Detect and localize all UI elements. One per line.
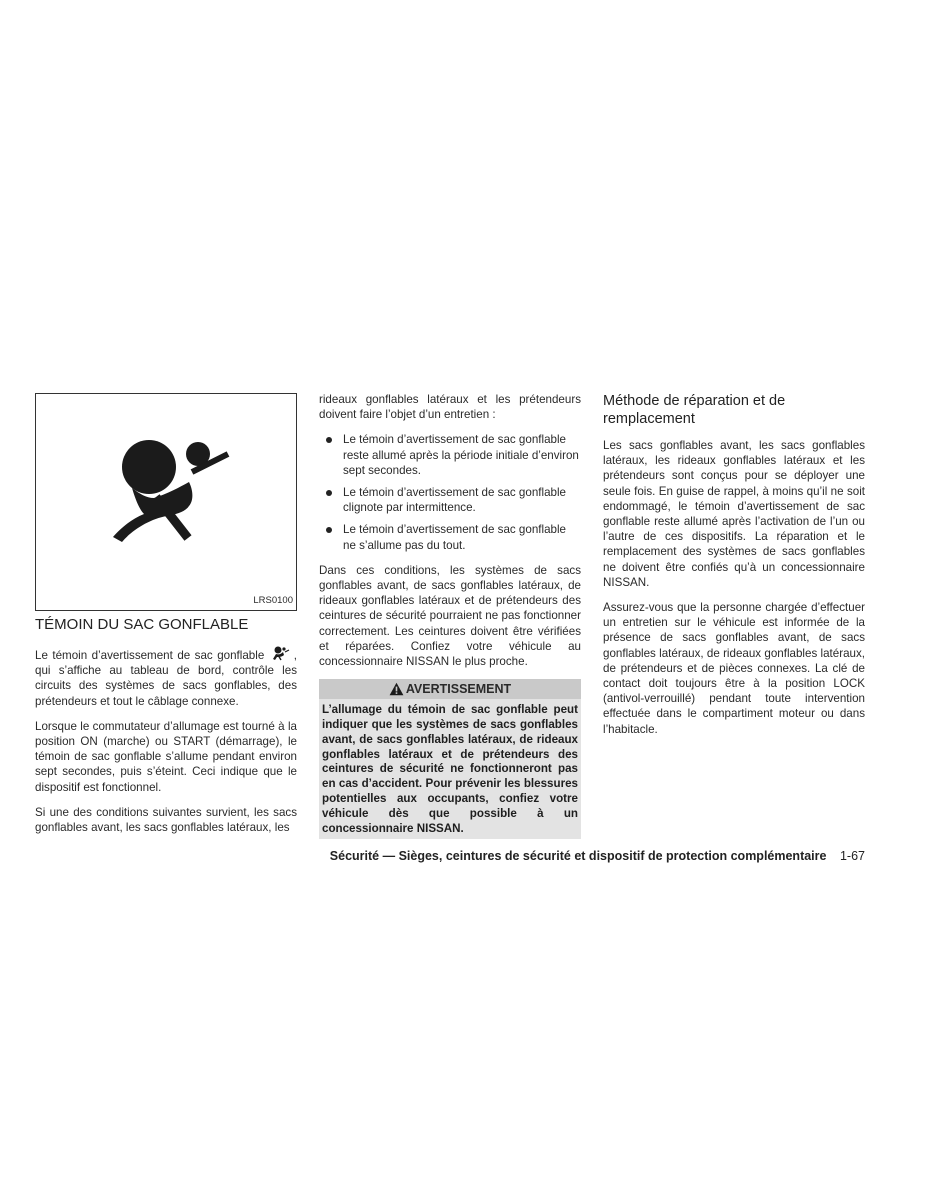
- page-footer: [330, 849, 865, 863]
- paragraph-service-info: Assurez-vous que la personne chargée d’effectuer un entretien sur le véhicule est informée de la présence de sacs gonflables avant, de sacs gonflables latéraux, de rideaux gonflables latéraux, de prétendeurs et de pièces connexes. La clé de contact doit toujours être à la position LOCK (antivol-verrouillé) pendant toute intervention effectuée dans le compartiment moteur ou dans l’habitacle.: [603, 601, 865, 736]
- bullet-icon: [326, 490, 332, 496]
- warning-title: AVERTISSEMENT: [405, 682, 512, 697]
- column-3: [603, 392, 865, 747]
- condition-list: [319, 432, 581, 552]
- column-2: [319, 392, 581, 839]
- paragraph-conditions-lead: Si une des conditions suivantes survient, les sacs gonflables avant, les sacs gonflables latéraux, les: [35, 805, 297, 835]
- bullet-icon: [326, 527, 332, 533]
- list-item: [319, 485, 581, 515]
- list-item: [319, 432, 581, 478]
- paragraph-text: , qui s’affiche au tableau de bord, contrôle les circuits des systèmes de sacs gonflables, des prétendeurs et tout le câblage connexe.: [35, 649, 297, 708]
- list-item-text: Le témoin d’avertissement de sac gonflable ne s’allume pas du tout.: [343, 523, 566, 552]
- warning-header: [319, 679, 581, 699]
- paragraph-repair: Les sacs gonflables avant, les sacs gonflables latéraux, les rideaux gonflables latéraux et les prétendeurs sont conçus pour se déployer une seule fois. En guise de rappel, à moins qu’il ne soit endommagé, le témoin d’avertissement de sac gonflable reste allumé après l’activation de l’un ou l’autre de ces dispositifs. La réparation et le remplacement des systèmes de sacs gonflables ne doivent être confiés qu’à un concessionnaire NISSAN.: [603, 439, 865, 589]
- list-item-text: Le témoin d’avertissement de sac gonflable clignote par intermittence.: [343, 486, 566, 515]
- airbag-warning-icon: [36, 394, 296, 610]
- warning-triangle-icon: [389, 682, 404, 696]
- paragraph-service-needed: rideaux gonflables latéraux et les prétendeurs doivent faire l’objet d’un entretien :: [319, 393, 581, 422]
- paragraph-conditions-result: Dans ces conditions, les systèmes de sacs gonflables avant, de sacs gonflables latéraux, de rideaux gonflables latéraux et de prétendeurs des ceintures de sécurité pourraient ne pas fonctionner correctement. Les ceintures doivent être vérifiées et réparées. Confiez votre véhicule au concessionnaire NISSAN le plus proche.: [319, 563, 581, 669]
- section-heading-repair: Méthode de réparation et de remplacement: [603, 393, 786, 427]
- column-1: [35, 392, 297, 845]
- warning-box: [319, 679, 581, 839]
- list-item: [319, 522, 581, 552]
- paragraph-text: Le témoin d’avertissement de sac gonflable: [35, 649, 265, 662]
- bullet-icon: [326, 437, 332, 443]
- paragraph-airbag-light-intro: [35, 646, 297, 709]
- airbag-inline-icon: [272, 646, 290, 661]
- paragraph-ignition: Lorsque le commutateur d’allumage est tourné à la position ON (marche) ou START (démarrage), le témoin de sac gonflable s’allume pendant environ sept secondes, puis s’éteint. Ceci indique que le dispositif est fonctionnel.: [35, 719, 297, 794]
- warning-text: L’allumage du témoin de sac gonflable peut indiquer que les systèmes de sacs gonflables avant, de sacs gonflables latéraux, de rideaux gonflables latéraux et de prétendeurs des ceintures de sécurité ne fonctionneront pas en cas d’accident. Pour prévenir les blessures potentielles aux occupants, confiez votre véhicule dès que possible à un concessionnaire NISSAN.: [322, 703, 578, 835]
- section-heading-airbag-light: TÉMOIN DU SAC GONFLABLE: [35, 616, 249, 633]
- chapter-title: Sécurité — Sièges, ceintures de sécurité et dispositif de protection complémentaire: [329, 849, 827, 863]
- airbag-warning-figure: [35, 393, 297, 611]
- list-item-text: Le témoin d’avertissement de sac gonflable reste allumé après la période initiale d’environ sept secondes.: [343, 433, 579, 477]
- figure-code: LRS0100: [253, 594, 293, 606]
- page-number: 1-67: [839, 849, 865, 863]
